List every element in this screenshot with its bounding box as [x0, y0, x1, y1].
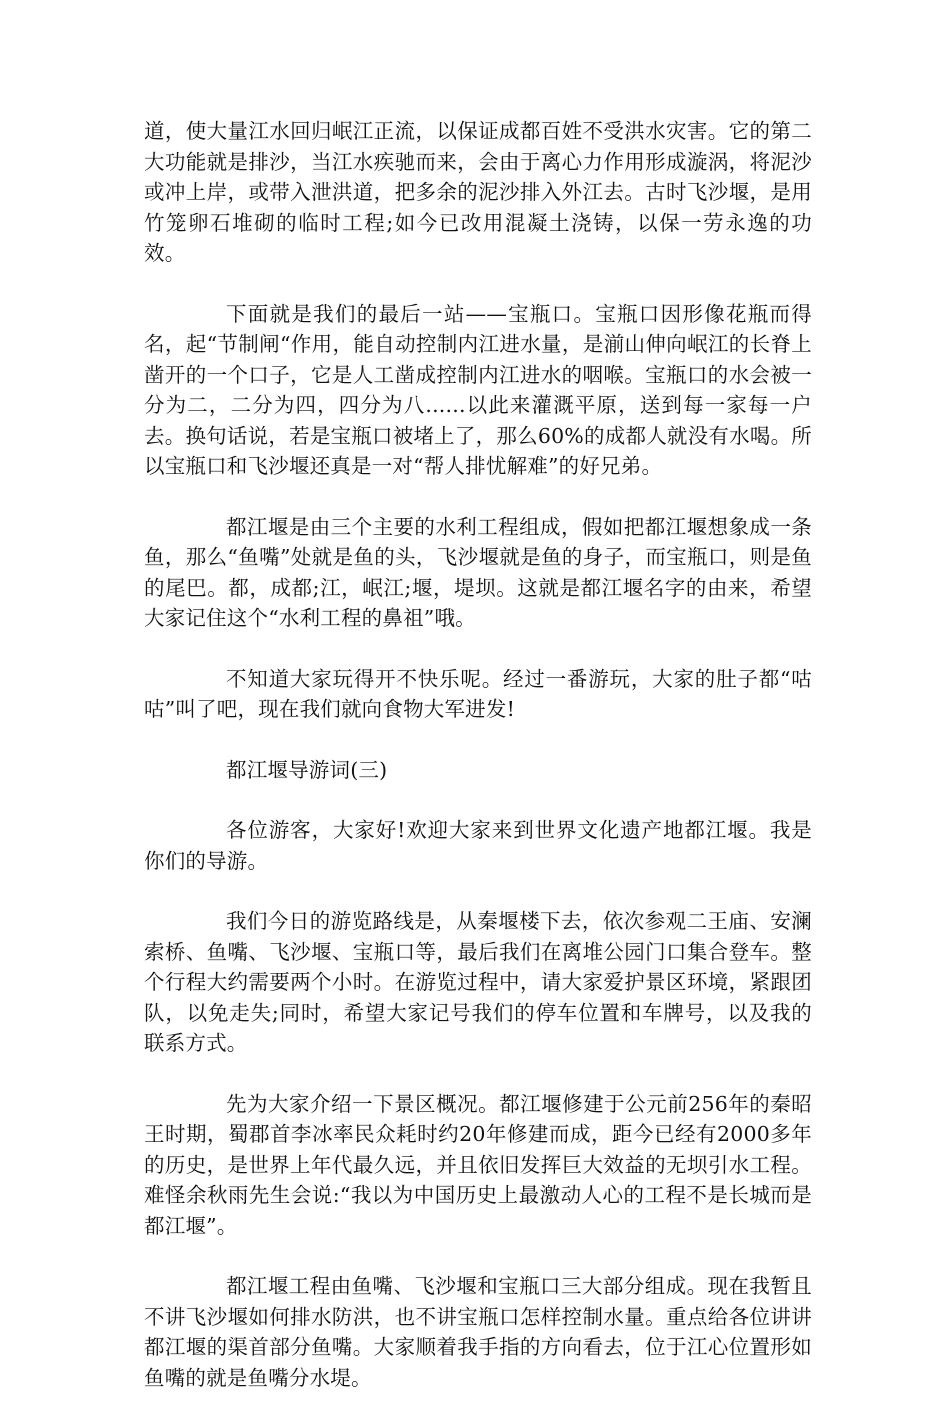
document-page	[144, 116, 812, 1423]
paragraph-continuation: 道，使大量江水回归岷江正流，以保证成都百姓不受洪水灾害。它的第二大功能就是排沙，当江水疾驰而来，会由于离心力作用形成漩涡，将泥沙或冲上岸，或带入泄洪道，把多余的泥沙排入外江去。古时飞沙堰，是用竹笼卵石堆砌的临时工程;如今已改用混凝土浇铸，以保一劳永逸的功效。	[144, 119, 812, 265]
paragraph-baopingkou: 下面就是我们的最后一站——宝瓶口。宝瓶口因形像花瓶而得名，起“节制闸“作用，能自动控制内江进水量，是湔山伸向岷江的长脊上凿开的一个口子，它是人工凿成控制内江进水的咽喉。宝瓶口的水会被一分为二，二分为四，四分为八......以此来灌溉平原，送到每一家每一户去。换句话说，若是宝瓶口被堵上了，那么60%的成都人就没有水喝。所以宝瓶口和飞沙堰还真是一对“帮人排忧解难”的好兄弟。	[144, 301, 812, 478]
paragraph-welcome: 各位游客，大家好!欢迎大家来到世界文化遗产地都江堰。我是你们的导游。	[144, 818, 812, 873]
paragraph-overview: 先为大家介绍一下景区概况。都江堰修建于公元前256年的秦昭王时期，蜀郡首李冰率民众耗时约20年修建而成，距今已经有2000多年的历史，是世界上年代最久远，并且依旧发挥巨大效益的无坝引水工程。难怪余秋雨先生会说:“我以为中国历史上最激动人心的工程不是长城而是都江堰”。	[144, 1091, 812, 1238]
section-heading: 都江堰导游词(三)	[226, 757, 388, 782]
paragraph-food: 不知道大家玩得开不快乐呢。经过一番游玩，大家的肚子都“咕咕”叫了吧，现在我们就向食物大军进发!	[144, 666, 812, 721]
paragraph-fish-metaphor: 都江堰是由三个主要的水利工程组成，假如把都江堰想象成一条鱼，那么“鱼嘴”处就是鱼的头，飞沙堰就是鱼的身子，而宝瓶口，则是鱼的尾巴。都，成都;江，岷江;堰，堤坝。这就是都江堰名字的由来，希望大家记住这个“水利工程的鼻祖”哦。	[144, 514, 812, 630]
paragraph-route: 我们今日的游览路线是，从秦堰楼下去，依次参观二王庙、安澜索桥、鱼嘴、飞沙堰、宝瓶口等，最后我们在离堆公园门口集合登车。整个行程大约需要两个小时。在游览过程中，请大家爱护景区环境，紧跟团队，以免走失;同时，希望大家记号我们的停车位置和车牌号，以及我的联系方式。	[144, 909, 812, 1055]
paragraph-components: 都江堰工程由鱼嘴、飞沙堰和宝瓶口三大部分组成。现在我暂且不讲飞沙堰如何排水防洪，也不讲宝瓶口怎样控制水量。重点给各位讲讲都江堰的渠首部分鱼嘴。大家顺着我手指的方向看去，位于江心位置形如鱼嘴的就是鱼嘴分水堤。	[144, 1274, 812, 1390]
